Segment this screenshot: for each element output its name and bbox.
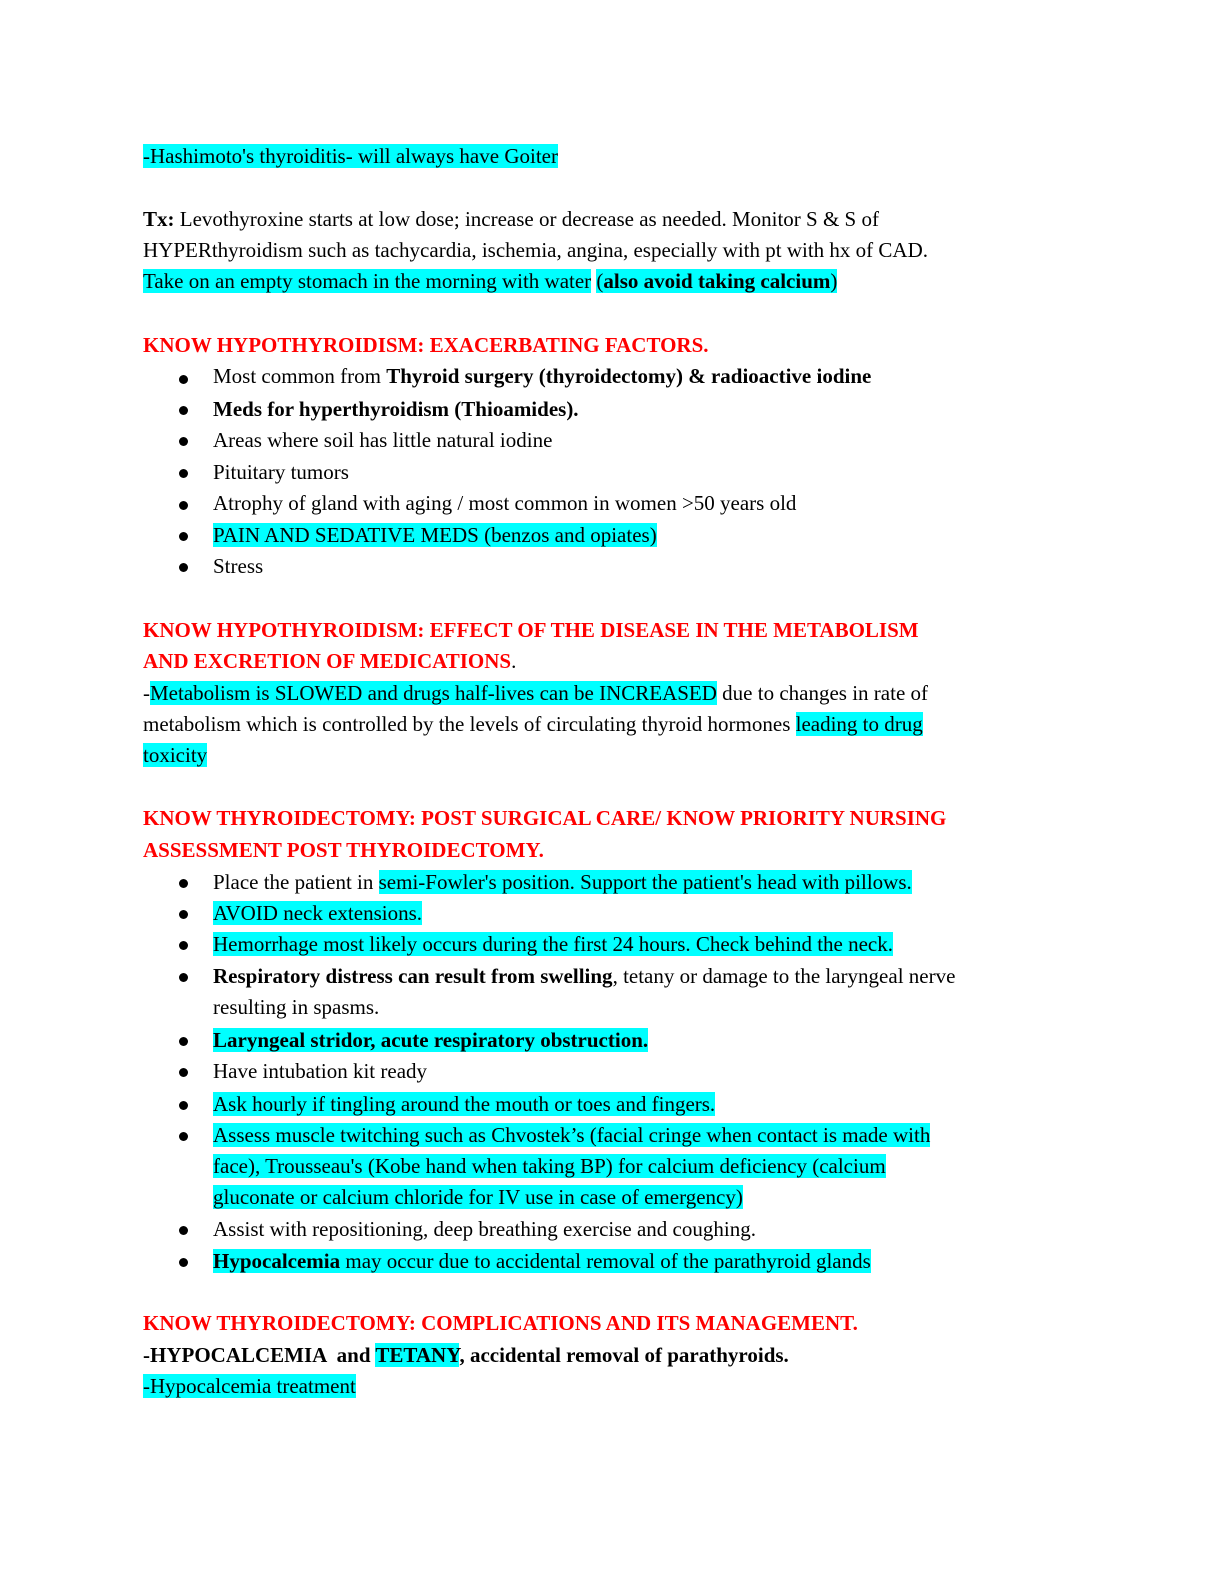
complications-line-2 [143, 1373, 356, 1399]
bullet-icon [179, 910, 188, 919]
postop-item-4-line-2: resulting in spasms. [213, 995, 380, 1019]
bullet-icon [179, 469, 188, 478]
postop-item-10-highlight [213, 1249, 871, 1273]
postop-item-10-bold: Hypocalcemia [213, 1249, 341, 1273]
postop-item-4 [213, 963, 955, 989]
tx-line-1 [143, 206, 879, 232]
postop-item-1-highlight: semi-Fowler's position. Support the patient's head with pillows. [378, 870, 912, 894]
postop-item-2-highlight: AVOID neck extensions. [213, 901, 422, 925]
metabolism-para-line-3-highlight: toxicity [143, 743, 208, 767]
metabolism-para-line-1 [143, 680, 928, 706]
factors-item-5: Atrophy of gland with aging / most common in women >50 years old [213, 491, 797, 515]
metabolism-para-line-2 [143, 711, 923, 737]
factors-item-3: Areas where soil has little natural iodine [213, 428, 553, 452]
metabolism-para-line-2-text: metabolism which is controlled by the levels of circulating thyroid hormones [143, 712, 796, 736]
metabolism-heading-period: . [511, 649, 517, 673]
hashimoto-line [143, 143, 558, 169]
postop-item-10-text: may occur due to accidental removal of the parathyroid glands [340, 1249, 871, 1273]
factors-item-1-bold: Thyroid surgery (thyroidectomy) & radioactive iodine [386, 364, 872, 388]
bullet-icon [179, 563, 188, 572]
bullet-icon [179, 532, 188, 541]
factors-item-2-bold: Meds for hyperthyroidism (Thioamides). [213, 397, 579, 421]
complications-line-1 [143, 1342, 789, 1368]
postop-item-6: Have intubation kit ready [213, 1059, 428, 1083]
complications-heading: KNOW THYROIDECTOMY: COMPLICATIONS AND ITS MANAGEMENT. [143, 1311, 858, 1335]
postop-item-8-line-2-highlight: face), Trousseau's (Kobe hand when taking BP) for calcium deficiency (calcium [213, 1154, 886, 1178]
tx-line-2 [143, 237, 928, 263]
complications-line-2-highlight: -Hypocalcemia treatment [143, 1374, 356, 1398]
bullet-icon [179, 1068, 188, 1077]
postop-item-5 [213, 1027, 648, 1053]
tx-line-3-paren-group [596, 269, 837, 293]
tx-paren-open: ( [596, 269, 604, 293]
postop-item-8-line-1-highlight: Assess muscle twitching such as Chvostek’s (facial cringe when contact is made with [213, 1123, 931, 1147]
postop-heading-line-1: KNOW THYROIDECTOMY: POST SURGICAL CARE/ KNOW PRIORITY NURSING [143, 806, 947, 830]
postop-item-7-highlight: Ask hourly if tingling around the mouth or toes and fingers. [213, 1092, 716, 1116]
factors-item-7: Stress [213, 554, 264, 578]
factors-heading: KNOW HYPOTHYROIDISM: EXACERBATING FACTORS. [143, 333, 709, 357]
bullet-icon [179, 437, 188, 446]
factors-item-4: Pituitary tumors [213, 460, 349, 484]
tx-line-3-bold: also avoid taking calcium [603, 269, 831, 293]
factors-item-1 [213, 363, 871, 389]
metabolism-para-line-1-text: due to changes in rate of [716, 681, 929, 705]
postop-item-8-line-2 [213, 1153, 886, 1179]
bullet-icon [179, 1101, 188, 1110]
tx-paren-close: ) [830, 269, 838, 293]
bullet-icon [179, 879, 188, 888]
factors-item-6-highlight: PAIN AND SEDATIVE MEDS (benzos and opiates) [213, 523, 657, 547]
postop-item-1 [213, 869, 912, 895]
metabolism-heading-line-2 [143, 648, 516, 674]
complications-line-1-text-b: , accidental removal of parathyroids. [459, 1343, 789, 1367]
bullet-icon [179, 1132, 188, 1141]
complications-line-1-highlight: TETANY [375, 1343, 460, 1367]
factors-item-6 [213, 522, 657, 548]
metabolism-heading-line-2-text: AND EXCRETION OF MEDICATIONS [143, 649, 512, 673]
postop-item-7 [213, 1091, 715, 1117]
postop-item-9: Assist with repositioning, deep breathing exercise and coughing. [213, 1217, 756, 1241]
postop-item-4-text: , tetany or damage to the laryngeal nerve [612, 964, 956, 988]
tx-line-3 [143, 268, 837, 294]
postop-item-1-text: Place the patient in [213, 870, 379, 894]
factors-item-2 [213, 396, 579, 422]
metabolism-dash: - [143, 681, 150, 705]
bullet-icon [179, 941, 188, 950]
metabolism-heading-line-1: KNOW HYPOTHYROIDISM: EFFECT OF THE DISEASE IN THE METABOLISM [143, 618, 919, 642]
bullet-icon [179, 1258, 188, 1267]
complications-line-1-text-a: -HYPOCALCEMIA and [143, 1343, 376, 1367]
metabolism-para-line-2-highlight: leading to drug [795, 712, 923, 736]
postop-item-8-line-3 [213, 1184, 743, 1210]
bullet-icon [179, 501, 188, 510]
postop-heading-line-2: ASSESSMENT POST THYROIDECTOMY. [143, 838, 544, 862]
tx-line-1-text: Levothyroxine starts at low dose; increase or decrease as needed. Monitor S & S of [174, 207, 879, 231]
postop-item-3 [213, 931, 893, 957]
bullet-icon [179, 1226, 188, 1235]
tx-line-2-text: HYPERthyroidism such as tachycardia, ischemia, angina, especially with pt with hx of CAD. [143, 238, 929, 262]
tx-line-3-highlight: Take on an empty stomach in the morning with water [143, 269, 592, 293]
metabolism-para-line-1-highlight: Metabolism is SLOWED and drugs half-lives can be INCREASED [150, 681, 717, 705]
postop-item-3-highlight: Hemorrhage most likely occurs during the first 24 hours. Check behind the neck. [213, 932, 893, 956]
postop-item-4-bold: Respiratory distress can result from swelling [213, 964, 613, 988]
postop-item-5-highlight: Laryngeal stridor, acute respiratory obstruction. [213, 1028, 649, 1052]
metabolism-para-line-3 [143, 742, 207, 768]
postop-item-2 [213, 900, 422, 926]
postop-item-10 [213, 1248, 871, 1274]
hashimoto-highlight: -Hashimoto's thyroiditis- will always have Goiter [143, 144, 558, 168]
bullet-icon [179, 375, 188, 384]
bullet-icon [179, 1037, 188, 1046]
postop-item-8-line-1 [213, 1122, 930, 1148]
bullet-icon [179, 406, 188, 415]
postop-item-8-line-3-highlight: gluconate or calcium chloride for IV use in case of emergency) [213, 1185, 743, 1209]
bullet-icon [179, 973, 188, 982]
tx-label: Tx: [143, 207, 175, 231]
factors-item-1-text: Most common from [213, 364, 387, 388]
